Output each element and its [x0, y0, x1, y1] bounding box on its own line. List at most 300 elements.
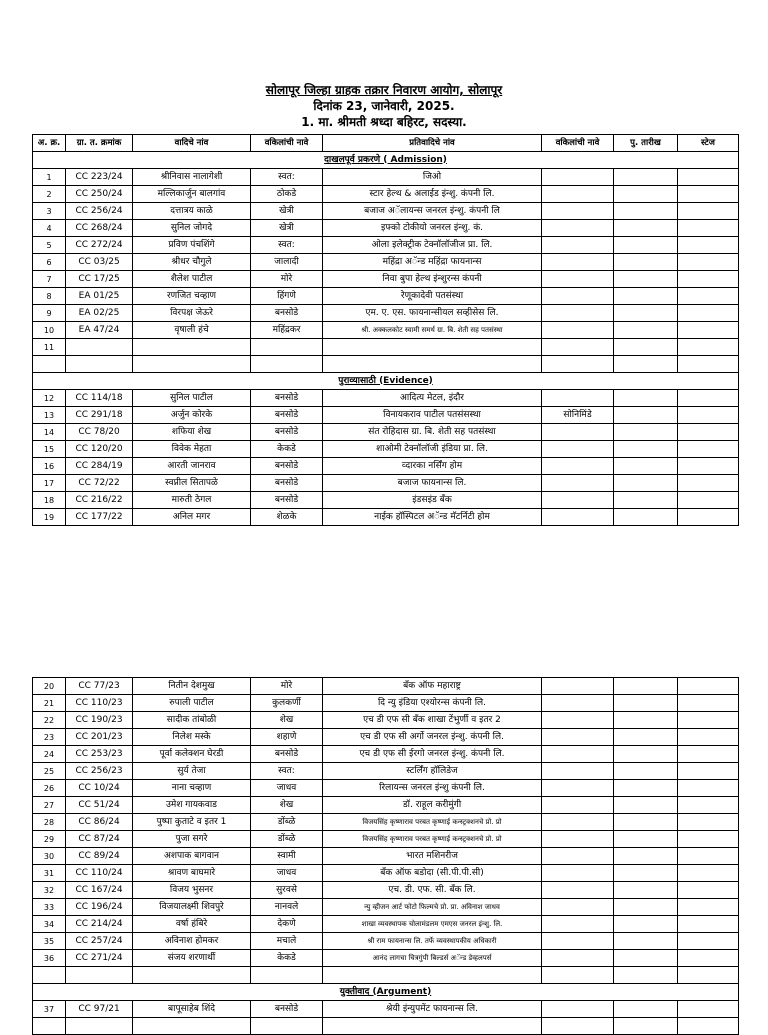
case-no-cell: CC 253/23	[66, 746, 133, 763]
opponent-advocate-cell	[542, 899, 614, 916]
stage-cell	[678, 237, 739, 254]
table-row	[33, 271, 739, 288]
blank-cell	[133, 356, 251, 373]
sr-no-cell: 32	[33, 882, 66, 899]
sr-no-cell: 3	[33, 203, 66, 220]
next-date-cell	[614, 254, 678, 271]
complainant-cell: निलेश मस्के	[133, 729, 251, 746]
complainant-advocate-cell: मोरे	[251, 271, 323, 288]
complainant-cell	[133, 339, 251, 356]
case-no-cell: CC 167/24	[66, 882, 133, 899]
stage-cell	[678, 916, 739, 933]
case-no-cell	[66, 1018, 133, 1035]
sr-no-cell: 29	[33, 831, 66, 848]
case-no-cell: CC 72/22	[66, 475, 133, 492]
sr-no-cell: 8	[33, 288, 66, 305]
opponent-advocate-cell	[542, 729, 614, 746]
case-no-cell: CC 97/21	[66, 1001, 133, 1018]
col-sr-no: अ. क्र.	[33, 135, 66, 152]
stage-cell	[678, 407, 739, 424]
table-row	[33, 254, 739, 271]
sr-no-cell: 19	[33, 509, 66, 526]
complainant-advocate-cell: मोरे	[251, 678, 323, 695]
case-no-cell: CC 17/25	[66, 271, 133, 288]
complainant-advocate-cell: जाधव	[251, 780, 323, 797]
case-no-cell: CC 223/24	[66, 169, 133, 186]
opponent-advocate-cell	[542, 763, 614, 780]
next-date-cell	[614, 441, 678, 458]
table-row	[33, 220, 739, 237]
sr-no-cell: 12	[33, 390, 66, 407]
complainant-advocate-cell: बनसोडे	[251, 390, 323, 407]
case-no-cell: CC 271/24	[66, 950, 133, 967]
next-date-cell	[614, 509, 678, 526]
next-date-cell	[614, 916, 678, 933]
opponent-advocate-cell	[542, 458, 614, 475]
hearing-date: दिनांक 23, जानेवारी, 2025.	[313, 99, 455, 113]
table-row	[33, 186, 739, 203]
opponent-cell: जिओ	[323, 169, 542, 186]
sr-no-cell: 20	[33, 678, 66, 695]
stage-cell	[678, 1018, 739, 1035]
stage-cell	[678, 797, 739, 814]
complainant-cell: श्रीधर चौगुले	[133, 254, 251, 271]
case-no-cell: CC 120/20	[66, 441, 133, 458]
case-no-cell: CC 214/24	[66, 916, 133, 933]
opponent-cell: रेणूकादेवी पतसंस्था	[323, 288, 542, 305]
case-no-cell	[66, 339, 133, 356]
complainant-advocate-cell: शेख	[251, 797, 323, 814]
next-date-cell	[614, 424, 678, 441]
next-date-cell	[614, 169, 678, 186]
stage-cell	[678, 712, 739, 729]
complainant-cell: वर्षा हंबिरे	[133, 916, 251, 933]
complainant-cell: श्रीनिवास नालागेशी	[133, 169, 251, 186]
stage-cell	[678, 390, 739, 407]
complainant-advocate-cell: हिंगणे	[251, 288, 323, 305]
sr-no-cell: 34	[33, 916, 66, 933]
bench-member: 1. मा. श्रीमती श्रध्दा बहिरट, सदस्या.	[301, 115, 467, 129]
table-row	[33, 169, 739, 186]
complainant-cell: अविनाश होमकर	[133, 933, 251, 950]
sr-no-cell: 28	[33, 814, 66, 831]
complainant-cell: शफिया शेख	[133, 424, 251, 441]
col-case-no: ग्रा. त. क्रमांक	[66, 135, 133, 152]
opponent-advocate-cell	[542, 492, 614, 509]
opponent-cell: एम. ए. एस. फायनान्सीयल सव्हीसेस लि.	[323, 305, 542, 322]
case-no-cell: CC 89/24	[66, 848, 133, 865]
sr-no-cell: 18	[33, 492, 66, 509]
opponent-advocate-cell	[542, 509, 614, 526]
next-date-cell	[614, 458, 678, 475]
opponent-cell: डॉ. राहूल करीमुंगी	[323, 797, 542, 814]
opponent-advocate-cell	[542, 169, 614, 186]
sr-no-cell: 30	[33, 848, 66, 865]
sr-no-cell: 33	[33, 899, 66, 916]
section-evidence: पुराव्यासाठी (Evidence)	[33, 373, 739, 390]
opponent-cell: आदित्य मेटल, इंदौर	[323, 390, 542, 407]
complainant-advocate-cell: शहाणे	[251, 729, 323, 746]
opponent-cell: विजयसिंह कृष्णाराव परबत कृष्णाई कन्स्ट्रक्शनचे प्रो. प्रो	[323, 814, 542, 831]
case-no-cell: CC 110/23	[66, 695, 133, 712]
complainant-cell: अनिल मगर	[133, 509, 251, 526]
complainant-advocate-cell: जाधव	[251, 865, 323, 882]
stage-cell	[678, 814, 739, 831]
opponent-advocate-cell	[542, 797, 614, 814]
stage-cell	[678, 746, 739, 763]
next-date-cell	[614, 1001, 678, 1018]
table-row	[33, 475, 739, 492]
opponent-advocate-cell	[542, 746, 614, 763]
section-row	[33, 373, 739, 390]
stage-cell	[678, 509, 739, 526]
opponent-cell: बजाज फायनान्स लि.	[323, 475, 542, 492]
table-row	[33, 780, 739, 797]
opponent-cell: स्टर्लिंग हॉलिडेज	[323, 763, 542, 780]
complainant-cell: वृषाली हंचे	[133, 322, 251, 339]
complainant-cell: नाना चव्हाण	[133, 780, 251, 797]
complainant-cell: दत्तात्रय काळे	[133, 203, 251, 220]
complainant-cell: नितीन देशमुख	[133, 678, 251, 695]
stage-cell	[678, 950, 739, 967]
case-no-cell: CC 51/24	[66, 797, 133, 814]
next-date-cell	[614, 899, 678, 916]
complainant-cell: अर्जुन कोरके	[133, 407, 251, 424]
opponent-advocate-cell	[542, 814, 614, 831]
complainant-cell	[133, 1018, 251, 1035]
stage-cell	[678, 186, 739, 203]
stage-cell	[678, 441, 739, 458]
opponent-advocate-cell	[542, 475, 614, 492]
complainant-advocate-cell: स्वामी	[251, 848, 323, 865]
section-admission: दाखलपूर्व प्रकरणे ( Admission)	[33, 152, 739, 169]
opponent-advocate-cell	[542, 288, 614, 305]
complainant-advocate-cell: बनसोडे	[251, 1001, 323, 1018]
opponent-cell: एच डी एफ सी बँक शाखा टेंभुर्णी व इतर 2	[323, 712, 542, 729]
complainant-advocate-cell: डोंब्ळे	[251, 831, 323, 848]
complainant-advocate-cell: स्वत:	[251, 169, 323, 186]
opponent-advocate-cell	[542, 220, 614, 237]
opponent-cell: इंडसइंड बँक	[323, 492, 542, 509]
complainant-cell: सुनिल पाटील	[133, 390, 251, 407]
sr-no-cell: 14	[33, 424, 66, 441]
next-date-cell	[614, 475, 678, 492]
table-row	[33, 1001, 739, 1018]
table-row	[33, 831, 739, 848]
case-no-cell: CC 177/22	[66, 509, 133, 526]
opponent-cell: एच डी एफ सी अर्गो जनरल इंन्शु. कंपनी लि.	[323, 729, 542, 746]
table-row	[33, 424, 739, 441]
stage-cell	[678, 475, 739, 492]
case-no-cell: CC 110/24	[66, 865, 133, 882]
complainant-cell: पूर्वा कलेक्शन घेरडी	[133, 746, 251, 763]
case-no-cell: CC 256/24	[66, 203, 133, 220]
complainant-cell: मल्लिकार्जुन बालगांव	[133, 186, 251, 203]
opponent-cell: एच डी एफ सी ईरगो जनरल इंन्शु. कंपनी लि.	[323, 746, 542, 763]
complainant-advocate-cell: शेळके	[251, 509, 323, 526]
complainant-advocate-cell: देकणे	[251, 916, 323, 933]
document-header	[0, 82, 768, 130]
table-row	[33, 492, 739, 509]
case-no-cell: CC 114/18	[66, 390, 133, 407]
next-date-cell	[614, 848, 678, 865]
complainant-advocate-cell	[251, 967, 323, 984]
opponent-advocate-cell	[542, 831, 614, 848]
opponent-cell: दि न्यु इंडिया एश्योरन्स कंपनी लि.	[323, 695, 542, 712]
table-row	[33, 339, 739, 356]
next-date-cell	[614, 712, 678, 729]
stage-cell	[678, 339, 739, 356]
table-row	[33, 729, 739, 746]
table-row	[33, 967, 739, 984]
col-stage: स्टेज	[678, 135, 739, 152]
table-row	[33, 916, 739, 933]
case-no-cell: EA 02/25	[66, 305, 133, 322]
opponent-cell: विनायकराव पाटील पतसंसस्था	[323, 407, 542, 424]
opponent-advocate-cell	[542, 203, 614, 220]
complainant-advocate-cell	[251, 1018, 323, 1035]
opponent-advocate-cell	[542, 322, 614, 339]
table-row	[33, 237, 739, 254]
case-no-cell: CC 201/23	[66, 729, 133, 746]
table-row	[33, 407, 739, 424]
opponent-cell: संत रोहिदास ग्रा. बि. शेती सह पतसंस्था	[323, 424, 542, 441]
opponent-cell: न्यु व्हीजन आर्ट फोटो फिल्मचे प्रो. प्रा. अविनाश जाधव	[323, 899, 542, 916]
blank-cell	[33, 356, 66, 373]
opponent-advocate-cell	[542, 237, 614, 254]
opponent-advocate-cell	[542, 882, 614, 899]
sr-no-cell	[33, 1018, 66, 1035]
opponent-cell: विजयसिंह कृष्णाराव परबत कृष्णाई कन्स्ट्रक्शनचे प्रो. प्रो	[323, 831, 542, 848]
opponent-advocate-cell	[542, 390, 614, 407]
opponent-advocate-cell	[542, 1001, 614, 1018]
complainant-advocate-cell: बनसोडे	[251, 407, 323, 424]
next-date-cell	[614, 407, 678, 424]
complainant-cell: प्रविण पंचशिंगे	[133, 237, 251, 254]
next-date-cell	[614, 390, 678, 407]
blank-cell	[66, 356, 133, 373]
next-date-cell	[614, 933, 678, 950]
sr-no-cell: 21	[33, 695, 66, 712]
table-row	[33, 458, 739, 475]
opponent-cell: एच. डी. एफ. सी. बँक लि.	[323, 882, 542, 899]
opponent-advocate-cell	[542, 865, 614, 882]
opponent-cell: बँक ऑफ बडोदा (सी.पी.पी.सी)	[323, 865, 542, 882]
complainant-cell: अशपाक बागवान	[133, 848, 251, 865]
stage-cell	[678, 424, 739, 441]
table-row	[33, 797, 739, 814]
opponent-advocate-cell	[542, 933, 614, 950]
complainant-cell: पुजा सगरे	[133, 831, 251, 848]
complainant-advocate-cell: कुलकर्णी	[251, 695, 323, 712]
table-row	[33, 899, 739, 916]
cause-list-table-page2	[32, 677, 739, 1035]
sr-no-cell: 15	[33, 441, 66, 458]
sr-no-cell: 6	[33, 254, 66, 271]
case-no-cell: CC 86/24	[66, 814, 133, 831]
case-no-cell: CC 250/24	[66, 186, 133, 203]
blank-cell	[323, 356, 542, 373]
stage-cell	[678, 933, 739, 950]
sr-no-cell: 25	[33, 763, 66, 780]
table-row	[33, 933, 739, 950]
opponent-advocate-cell	[542, 186, 614, 203]
opponent-cell: निवा बुपा हेल्थ इंन्शुरन्स कंपनी	[323, 271, 542, 288]
sr-no-cell: 26	[33, 780, 66, 797]
next-date-cell	[614, 695, 678, 712]
complainant-advocate-cell: जालादी	[251, 254, 323, 271]
stage-cell	[678, 865, 739, 882]
complainant-advocate-cell: केकडे	[251, 950, 323, 967]
opponent-cell: बँक ऑफ महाराष्ट्र	[323, 678, 542, 695]
sr-no-cell: 24	[33, 746, 66, 763]
stage-cell	[678, 763, 739, 780]
complainant-cell: विजय भुसनर	[133, 882, 251, 899]
table-row	[33, 814, 739, 831]
opponent-cell: श्री राम फायनान्स लि. तर्फे व्यवस्थापकीय अधिकारी	[323, 933, 542, 950]
sr-no-cell: 7	[33, 271, 66, 288]
stage-cell	[678, 1001, 739, 1018]
sr-no-cell: 23	[33, 729, 66, 746]
opponent-cell: व्दारका नर्सिंग होम	[323, 458, 542, 475]
opponent-advocate-cell	[542, 967, 614, 984]
stage-cell	[678, 967, 739, 984]
col-complainant: वादिचे नांव	[133, 135, 251, 152]
sr-no-cell: 5	[33, 237, 66, 254]
complainant-cell: पुष्पा कुताटे व इतर 1	[133, 814, 251, 831]
sr-no-cell: 17	[33, 475, 66, 492]
opponent-cell: भारत मशिनरीज	[323, 848, 542, 865]
table-row	[33, 305, 739, 322]
case-no-cell: CC 272/24	[66, 237, 133, 254]
case-no-cell: CC 190/23	[66, 712, 133, 729]
sr-no-cell: 37	[33, 1001, 66, 1018]
opponent-advocate-cell	[542, 678, 614, 695]
case-no-cell: CC 268/24	[66, 220, 133, 237]
sr-no-cell: 13	[33, 407, 66, 424]
opponent-cell	[323, 967, 542, 984]
complainant-advocate-cell	[251, 339, 323, 356]
complainant-advocate-cell: बनसोडे	[251, 746, 323, 763]
opponent-advocate-cell	[542, 254, 614, 271]
next-date-cell	[614, 220, 678, 237]
case-no-cell: CC 291/18	[66, 407, 133, 424]
blank-row	[33, 356, 739, 373]
stage-cell	[678, 729, 739, 746]
next-date-cell	[614, 186, 678, 203]
next-date-cell	[614, 203, 678, 220]
case-no-cell: CC 284/19	[66, 458, 133, 475]
opponent-advocate-cell	[542, 305, 614, 322]
table-row	[33, 1018, 739, 1035]
complainant-cell: सुनिल जोगदे	[133, 220, 251, 237]
table-header-row	[33, 135, 739, 152]
opponent-advocate-cell	[542, 916, 614, 933]
stage-cell	[678, 203, 739, 220]
next-date-cell	[614, 271, 678, 288]
stage-cell	[678, 492, 739, 509]
table-row	[33, 288, 739, 305]
opponent-advocate-cell	[542, 712, 614, 729]
case-no-cell: CC 10/24	[66, 780, 133, 797]
stage-cell	[678, 695, 739, 712]
complainant-advocate-cell: महिंद्रकर	[251, 322, 323, 339]
opponent-cell	[323, 339, 542, 356]
opponent-advocate-cell	[542, 1018, 614, 1035]
sr-no-cell: 9	[33, 305, 66, 322]
next-date-cell	[614, 882, 678, 899]
table-row	[33, 695, 739, 712]
table-row	[33, 746, 739, 763]
next-date-cell	[614, 814, 678, 831]
complainant-advocate-cell: बनसोडे	[251, 424, 323, 441]
complainant-cell: सादीक तांबोळी	[133, 712, 251, 729]
col-next-date: पु. तारीख	[614, 135, 678, 152]
complainant-cell: आरती जानराव	[133, 458, 251, 475]
stage-cell	[678, 288, 739, 305]
stage-cell	[678, 322, 739, 339]
stage-cell	[678, 848, 739, 865]
next-date-cell	[614, 831, 678, 848]
next-date-cell	[614, 729, 678, 746]
next-date-cell	[614, 305, 678, 322]
complainant-cell: विजयालक्ष्मी शिवपुरे	[133, 899, 251, 916]
complainant-advocate-cell: खेत्री	[251, 220, 323, 237]
sr-no-cell: 16	[33, 458, 66, 475]
opponent-advocate-cell	[542, 424, 614, 441]
case-no-cell: CC 216/22	[66, 492, 133, 509]
sr-no-cell: 31	[33, 865, 66, 882]
complainant-cell: विवेक मेहता	[133, 441, 251, 458]
complainant-advocate-cell: मचाले	[251, 933, 323, 950]
section-row	[33, 984, 739, 1001]
opponent-advocate-cell: सोनिमिंडे	[542, 407, 614, 424]
complainant-cell: रणजित चव्हाण	[133, 288, 251, 305]
blank-cell	[251, 356, 323, 373]
case-no-cell: CC 257/24	[66, 933, 133, 950]
stage-cell	[678, 220, 739, 237]
next-date-cell	[614, 763, 678, 780]
case-no-cell: CC 196/24	[66, 899, 133, 916]
stage-cell	[678, 899, 739, 916]
next-date-cell	[614, 678, 678, 695]
opponent-cell: महिंद्रा अॅन्ड महिंद्रा फायनान्स	[323, 254, 542, 271]
complainant-cell: संजय शरणार्थी	[133, 950, 251, 967]
next-date-cell	[614, 797, 678, 814]
complainant-cell: विरपक्ष जेऊरे	[133, 305, 251, 322]
complainant-cell: रुपाली पाटील	[133, 695, 251, 712]
opponent-cell	[323, 1018, 542, 1035]
sr-no-cell: 2	[33, 186, 66, 203]
stage-cell	[678, 831, 739, 848]
complainant-advocate-cell: स्वत:	[251, 763, 323, 780]
case-no-cell: CC 256/23	[66, 763, 133, 780]
case-no-cell: CC 77/23	[66, 678, 133, 695]
complainant-cell: मारुती ठेगल	[133, 492, 251, 509]
col-opponent: प्रतिवादिचे नांव	[323, 135, 542, 152]
table-row	[33, 882, 739, 899]
table-row	[33, 950, 739, 967]
col-opponent-advocate: वकिलांची नावे	[542, 135, 614, 152]
stage-cell	[678, 678, 739, 695]
opponent-advocate-cell	[542, 441, 614, 458]
stage-cell	[678, 780, 739, 797]
table-row	[33, 203, 739, 220]
col-complainant-advocate: वकिलांची नावे	[251, 135, 323, 152]
opponent-advocate-cell	[542, 848, 614, 865]
stage-cell	[678, 882, 739, 899]
sr-no-cell: 11	[33, 339, 66, 356]
